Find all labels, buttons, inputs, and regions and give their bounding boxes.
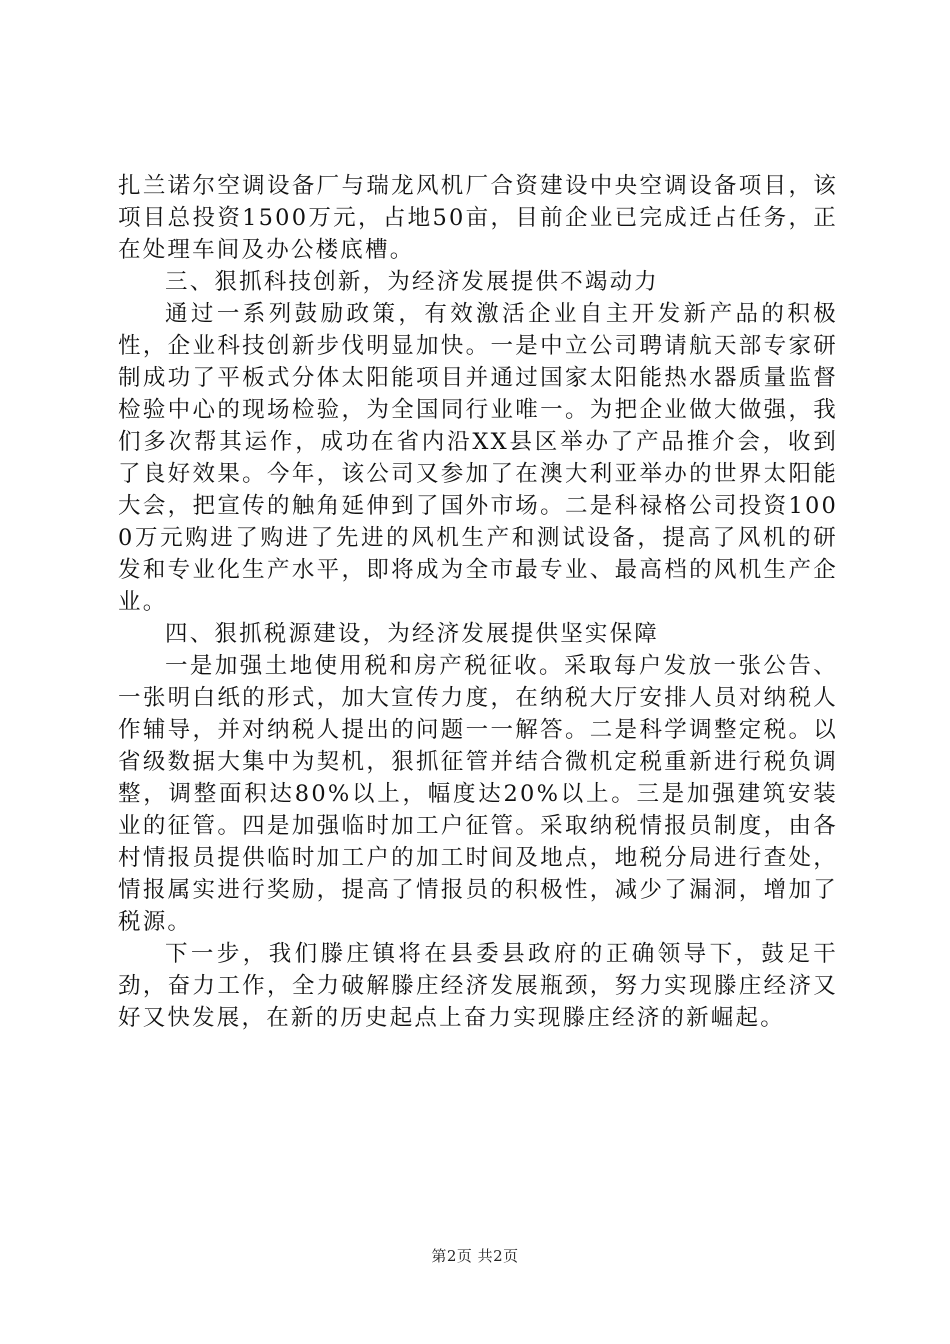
- section-heading-4: 四、狠抓税源建设，为经济发展提供坚实保障: [165, 621, 660, 647]
- section-heading-3: 三、狠抓科技创新，为经济发展提供不竭动力: [165, 269, 660, 295]
- paragraph-continuation: 扎兰诺尔空调设备厂与瑞龙风机厂合资建设中央空调设备项目，该项目总投资1500万元，占地50亩，目前企业已完成迁占任务，正在处理车间及办公楼底槽。: [118, 173, 838, 263]
- paragraph-tech-innovation: 通过一系列鼓励政策，有效激活企业自主开发新产品的积极性，企业科技创新步伐明显加快。一是中立公司聘请航天部专家研制成功了平板式分体太阳能项目并通过国家太阳能热水器质量监督检验中心的现场检验，为全国同行业唯一。为把企业做大做强，我们多次帮其运作，成功在省内沿XX县区举办了产品推介会，收到了良好效果。今年，该公司又参加了在澳大利亚举办的世界太阳能大会，把宣传的触角延伸到了国外市场。二是科禄格公司投资1000万元购进了购进了先进的风机生产和测试设备，提高了风机的研发和专业化生产水平，即将成为全市最专业、最高档的风机生产企业。: [118, 301, 838, 615]
- page-number-footer: 第2页 共2页: [431, 1247, 519, 1265]
- document-body: [118, 170, 838, 1034]
- paragraph-next-step: 下一步，我们滕庄镇将在县委县政府的正确领导下，鼓足干劲，奋力工作，全力破解滕庄经济发展瓶颈，努力实现滕庄经济又好又快发展，在新的历史起点上奋力实现滕庄经济的新崛起。: [118, 941, 838, 1031]
- paragraph-tax-source: 一是加强土地使用税和房产税征收。采取每户发放一张公告、一张明白纸的形式，加大宣传力度，在纳税大厅安排人员对纳税人作辅导，并对纳税人提出的问题一一解答。二是科学调整定税。以省级数据大集中为契机，狠抓征管并结合微机定税重新进行税负调整，调整面积达80%以上，幅度达20%以上。三是加强建筑安装业的征管。四是加强临时加工户征管。采取纳税情报员制度，由各村情报员提供临时加工户的加工时间及地点，地税分局进行查处，情报属实进行奖励，提高了情报员的积极性，减少了漏洞，增加了税源。: [118, 653, 838, 935]
